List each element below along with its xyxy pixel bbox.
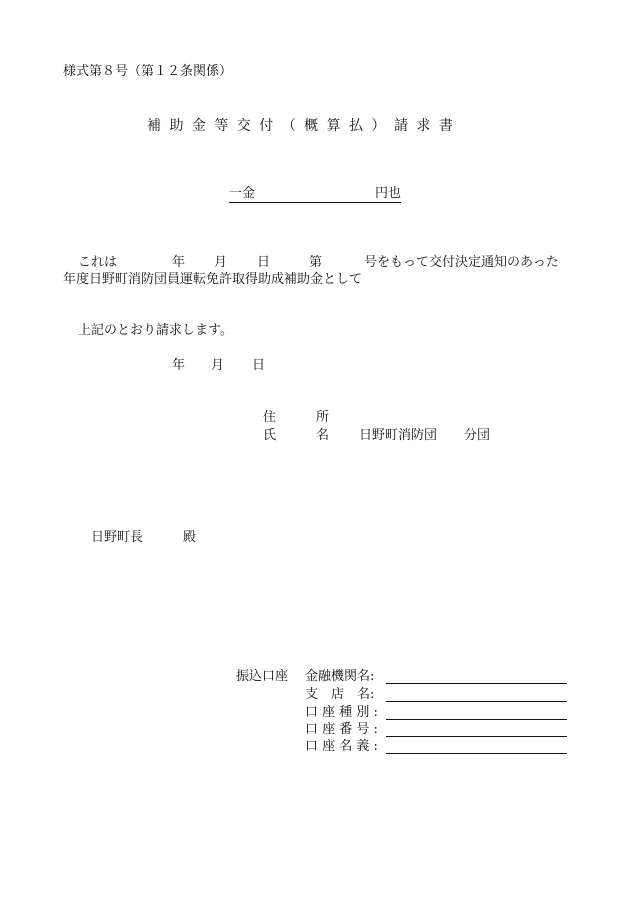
account-number-line [386, 736, 567, 737]
account-type-line [386, 719, 567, 720]
branch-name-label: 支 店 名: [305, 687, 375, 702]
account-holder-label: 口 座 名 義 : [305, 739, 378, 754]
applicant-branch: 分団 [464, 428, 491, 443]
account-number-label: 口 座 番 号 : [305, 722, 378, 737]
applicant-org: 日野町消防団 [359, 428, 438, 443]
recipient-honorific: 殿 [183, 530, 197, 545]
body-day: 日 [257, 255, 271, 270]
bank-section-label: 振込口座 [236, 669, 289, 684]
amount-prefix: 一金 [229, 186, 256, 201]
bank-name-line [386, 683, 567, 684]
account-type-label: 口 座 種 別 : [305, 705, 378, 720]
body-line2: 年度日野町消防団員運転免許取得助成補助金として [63, 272, 363, 287]
amount-line [229, 186, 401, 203]
bank-name-label: 金融機関名: [305, 669, 375, 684]
branch-name-line [386, 701, 567, 702]
form-number: 様式第８号（第１２条関係） [63, 64, 233, 79]
date-year: 年 [172, 358, 186, 373]
body-kore-wa: これは [78, 255, 118, 270]
request-text: 上記のとおり請求します。 [78, 323, 233, 338]
body-month: 月 [214, 255, 228, 270]
account-holder-line [386, 753, 567, 754]
date-month: 月 [211, 358, 225, 373]
address-label-2: 所 [316, 410, 330, 425]
name-label-1: 氏 [263, 428, 277, 443]
body-line1-rest: 号をもって交付決定通知のあった [364, 255, 559, 270]
body-year: 年 [172, 255, 186, 270]
amount-suffix: 円也 [374, 186, 401, 201]
address-label-1: 住 [263, 410, 277, 425]
recipient-title: 日野町長 [91, 530, 144, 545]
body-dai: 第 [309, 255, 323, 270]
date-day: 日 [252, 358, 266, 373]
name-label-2: 名 [316, 428, 330, 443]
document-title: 補 助 金 等 交 付 （ 概 算 払 ） 請 求 書 [147, 118, 453, 134]
